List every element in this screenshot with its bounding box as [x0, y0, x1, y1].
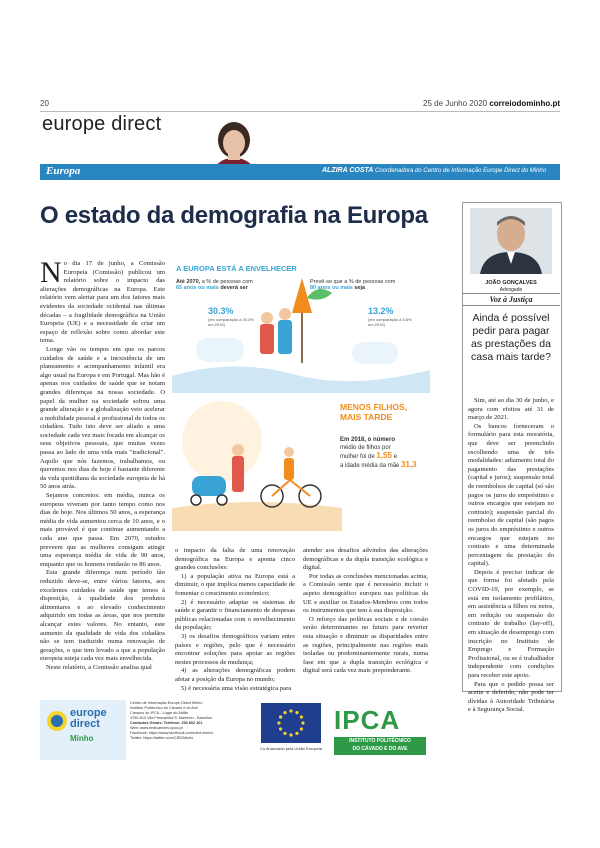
infographic-right-text: [310, 279, 428, 291]
article-column-2: [175, 547, 295, 693]
contact-line: 4750-810 Vila Frescainha S. Martinho - Barcelos: [130, 716, 212, 720]
contact-line: Contactos Gerais: Telefone: 253 802 201: [130, 721, 203, 725]
header-date: [423, 99, 560, 108]
infographic-left-text: [176, 279, 296, 291]
stat-value: 31,3: [401, 460, 417, 469]
page-header: [40, 97, 560, 112]
infographic-title: [340, 402, 407, 422]
ipca-logo: [330, 701, 428, 759]
contact-link[interactable]: Web: www.eedicaminho.ipca.pt: [130, 726, 183, 730]
eu-caption: Co-financiado pela União Europeia: [259, 746, 323, 751]
text-part: e: [391, 454, 397, 460]
ipca-subtitle-line: DO CÁVADO E DO AVE: [352, 746, 408, 752]
title-line: MAIS TARDE: [340, 412, 393, 422]
text-part: Prevê-se que a % de pessoas com: [310, 279, 396, 285]
stat-value: 1,55: [376, 451, 392, 460]
logo-line: direct: [70, 718, 100, 730]
paragraph: o impacto da falta de uma renovação demográfica na Europa e aponta cinco grandes conclusões:: [175, 547, 295, 572]
author-name: ALZIRA COSTA: [322, 167, 374, 174]
article-headline: O estado da demografia na Europa: [40, 202, 428, 229]
author-role: Coordenadora do Centro de Informação Europe Direct do Minho: [375, 168, 547, 174]
paragraph: 1) a população ativa na Europa está a diminuir, o que implica menos capacidade de fomentar o crescimento económico;: [175, 572, 295, 597]
infographic-title: A EUROPA ESTÁ A ENVELHECER: [176, 264, 297, 273]
paragraph: Sim, até ao dia 30 de junho, e agora com efeitos até 31 de março de 2021.: [468, 397, 554, 422]
contact-info: [130, 701, 250, 741]
paragraph: 2) é necessário adaptar os sistemas de saúde e garantir o financiamento de despesas públicas relacionadas com o envelhecimento da população;: [175, 598, 295, 632]
text-part: mulher foi de: [340, 454, 377, 460]
text-part: 80 anos ou mais: [310, 285, 353, 291]
text-part: a % de pessoas com: [201, 279, 253, 285]
sidebar-title: Ainda é possível pedir para pagar as prestações da casa mais tarde?: [471, 312, 551, 363]
article-column-1: [40, 256, 165, 673]
paragraph: 3) os desafios demográficos variam entre países e regiões, pelo que é necessário encontrar soluções para apoiar as regiões nestes processos de mudança;: [175, 632, 295, 666]
eu-stars-icon: [46, 710, 68, 732]
paragraph-text: o dia 17 de junho, a Comissão Europeia (Comissão) publicou um relatório sobre o impacto das alterações demográficas na Europa. Este relatório vem alertar para um dos fatores mais evidentes da sociedade ocidental nas últimas décadas – a fragilidade demográfica na União Europeia (UE) e a necessidade de criar um espaço de reflexão sobre como abordar este tema.: [40, 260, 165, 345]
eu-flag-icon: [261, 703, 321, 743]
contact-line: Campus do IPCA - Lugar do Aldão: [130, 711, 189, 715]
sidebar-body: [468, 397, 554, 715]
section-label: Europa: [46, 165, 81, 177]
text-part: Até 2070,: [176, 279, 202, 285]
paragraph: O reforço das políticas sociais e de coesão serão determinantes no futuro para reverter esta situação e diminuir as disparidades entre as regiões, principalmente nas regiões mais isoladas ou predominantemente rurais, numa fase em que a dupla transição ecológica e digital será cada vez mais preponderante.: [303, 615, 428, 675]
section-band: [40, 164, 560, 180]
ipca-subtitle: [334, 737, 426, 755]
text-part: a idade média da mãe: [340, 463, 400, 469]
column-name: Voz à Justiça: [462, 293, 560, 306]
europe-direct-logo: [40, 700, 126, 760]
paragraph: Por todas as conclusões mencionadas acima, a Comissão sente que é necessário incluir o aspeto demográfico europeu nas políticas da UE e auxiliar os Estados-Membros com todos os instrumentos que tem à sua disposição.: [303, 572, 428, 615]
stat-value: 13.2%: [368, 306, 394, 316]
columnist-name: JOÃO GONÇALVES: [485, 280, 537, 286]
text-part: seja: [352, 285, 366, 291]
logo-text: [70, 708, 107, 730]
contact-line: Instituto Politécnico do Cávado e do Ave: [130, 706, 198, 710]
text-part: Em 2018, o número: [340, 437, 396, 443]
contact-link[interactable]: Facebook: https://www.facebook.com/cied.minho/: [130, 731, 214, 735]
author-line: [322, 167, 546, 174]
stat-value: 30.3%: [208, 306, 234, 316]
infographic-aging: [172, 258, 430, 393]
logo-line: europe: [70, 707, 107, 719]
paragraph: Esta grande diferença num período tão reduzido deve-se, entre vários fatores, aos excelentes cuidados de saúde que temos à disposição, à qualidade dos produtos alimentares e ao elevado conhecimento adquirido em todas as áreas, que nos permite alcançar estes valores. No entanto, este aumento da qualidade de vida dos cidadãos não se tem traduzido numa renovação de gerações, o que tem levado a que a população europeia esteja cada vez mais envelhecida.: [40, 569, 165, 663]
text-part: 65 anos ou mais: [176, 285, 219, 291]
contact-line: Centro de Informação Europe Direct Minho: [130, 701, 203, 705]
date-text: 25 de Junho 2020: [423, 99, 488, 108]
text-part: médio de filhos por: [340, 445, 391, 451]
infographic-children: [172, 396, 430, 546]
paragraph: 5) é necessária uma visão estratégica para: [181, 684, 292, 692]
paragraph: Neste relatório, a Comissão analisa qual: [46, 663, 152, 671]
drop-cap: N: [40, 256, 62, 289]
paragraph: Sejamos concretos: em média, nunca os europeus viveram por tanto tempo como nos dias de hoje. Nos últimos 50 anos, a esperança média de vida aumentou cerca de 10 anos, e o mais provável é que continue aumentando a cada ano que passa. Em 2070, estudos preveem que as mulheres consigam atingir uma esperança média de vida de 90 anos, enquanto que os homens rondarão os 86 anos.: [40, 492, 165, 568]
section-brand: europe direct: [42, 113, 162, 135]
paragraph: Longe vão os tempos em que os parcos cuidados de saúde e a inexistência de um planeamento e acompanhamento infantil era algo usual na Europa e em Portugal. Mas hão é apenas nos cuidados de saúde que se notam grandes diferenças na nossa sociedade. O papel da mulher na sociedade sofreu uma grande alteração e a globalização veio acelerar a mobilidade pessoal e profissional de todos os cidadãos. Tudo isto deve ser aliado a uma sociedade cada vez mais focada em alcançar os seus objetivos pessoais, que muitas vezes passa ao lado de uma vida mais "tradicional". Aquilo que nós fazemos, trabalhamos, ou queremos nos dias de hoje é bastante diferente da vida quotidiana da sociedade europeia de há 50 anos atrás.: [40, 345, 165, 491]
page-number: 20: [40, 99, 49, 108]
paragraph: Para que o pedido possa ser aceite e deferido, não pode ter dívidas à Autoridade Tributária e à Segurança Social.: [468, 680, 554, 714]
article-column-3: [303, 547, 428, 676]
paragraph: 4) as alterações demográficas podem afetar a posição da Europa no mundo;: [175, 667, 295, 683]
columnist-role: Advogado: [499, 287, 523, 293]
ipca-name: IPCA: [334, 705, 401, 735]
site-link[interactable]: correiodominho.pt: [489, 99, 560, 108]
text-part: deverá ser: [218, 285, 248, 291]
stat-note: (em comparação a 5.8% em 2019): [368, 317, 412, 327]
columnist-photo: [470, 208, 552, 274]
paragraph: Depois é preciso indicar de que forma foi afetado pela COVID-19, por exemplo, se está em isolamento profilático, em assistência a filhos ou netos, em redução ou suspensão do contrato de trabalho (lay-off), em situação de desemprego com inscrição no Instituto de Emprego e Formação Profissional, ou se é trabalhador independente com condições para receber este apoio.: [468, 568, 554, 679]
ipca-subtitle-line: INSTITUTO POLITÉCNICO: [349, 738, 411, 744]
infographic-text: [340, 436, 428, 470]
title-line: MENOS FILHOS,: [340, 402, 408, 412]
eu-flag-logo: [255, 701, 327, 759]
paragraph: atender aos desafios advindos das alterações demográficas e da dupla transição ecológica e digital.: [303, 547, 428, 572]
contact-link[interactable]: Twitter: https://twitter.com/CIEDMinho: [130, 736, 194, 740]
stat-note: (em comparação a 20.3% em 2019): [208, 317, 254, 327]
logo-region: Minho: [70, 734, 94, 743]
paragraph: Os bancos forneceram o formulário para esta moratória, que deve ser preenchido escolhendo uma de três modalidades: adiamento total do pagamento das prestações (capital e juros); suspensão total de reembolsos de capital (só são pagos os juros do empréstimo e outros encargos que estejam no contrato); suspensão parcial do reembolso de capital (são pagos os juros do empréstimo e outros encargos que estejam no contrato e uma determinada percentagem da prestação do capital).: [468, 422, 554, 568]
paragraph: [40, 256, 165, 346]
